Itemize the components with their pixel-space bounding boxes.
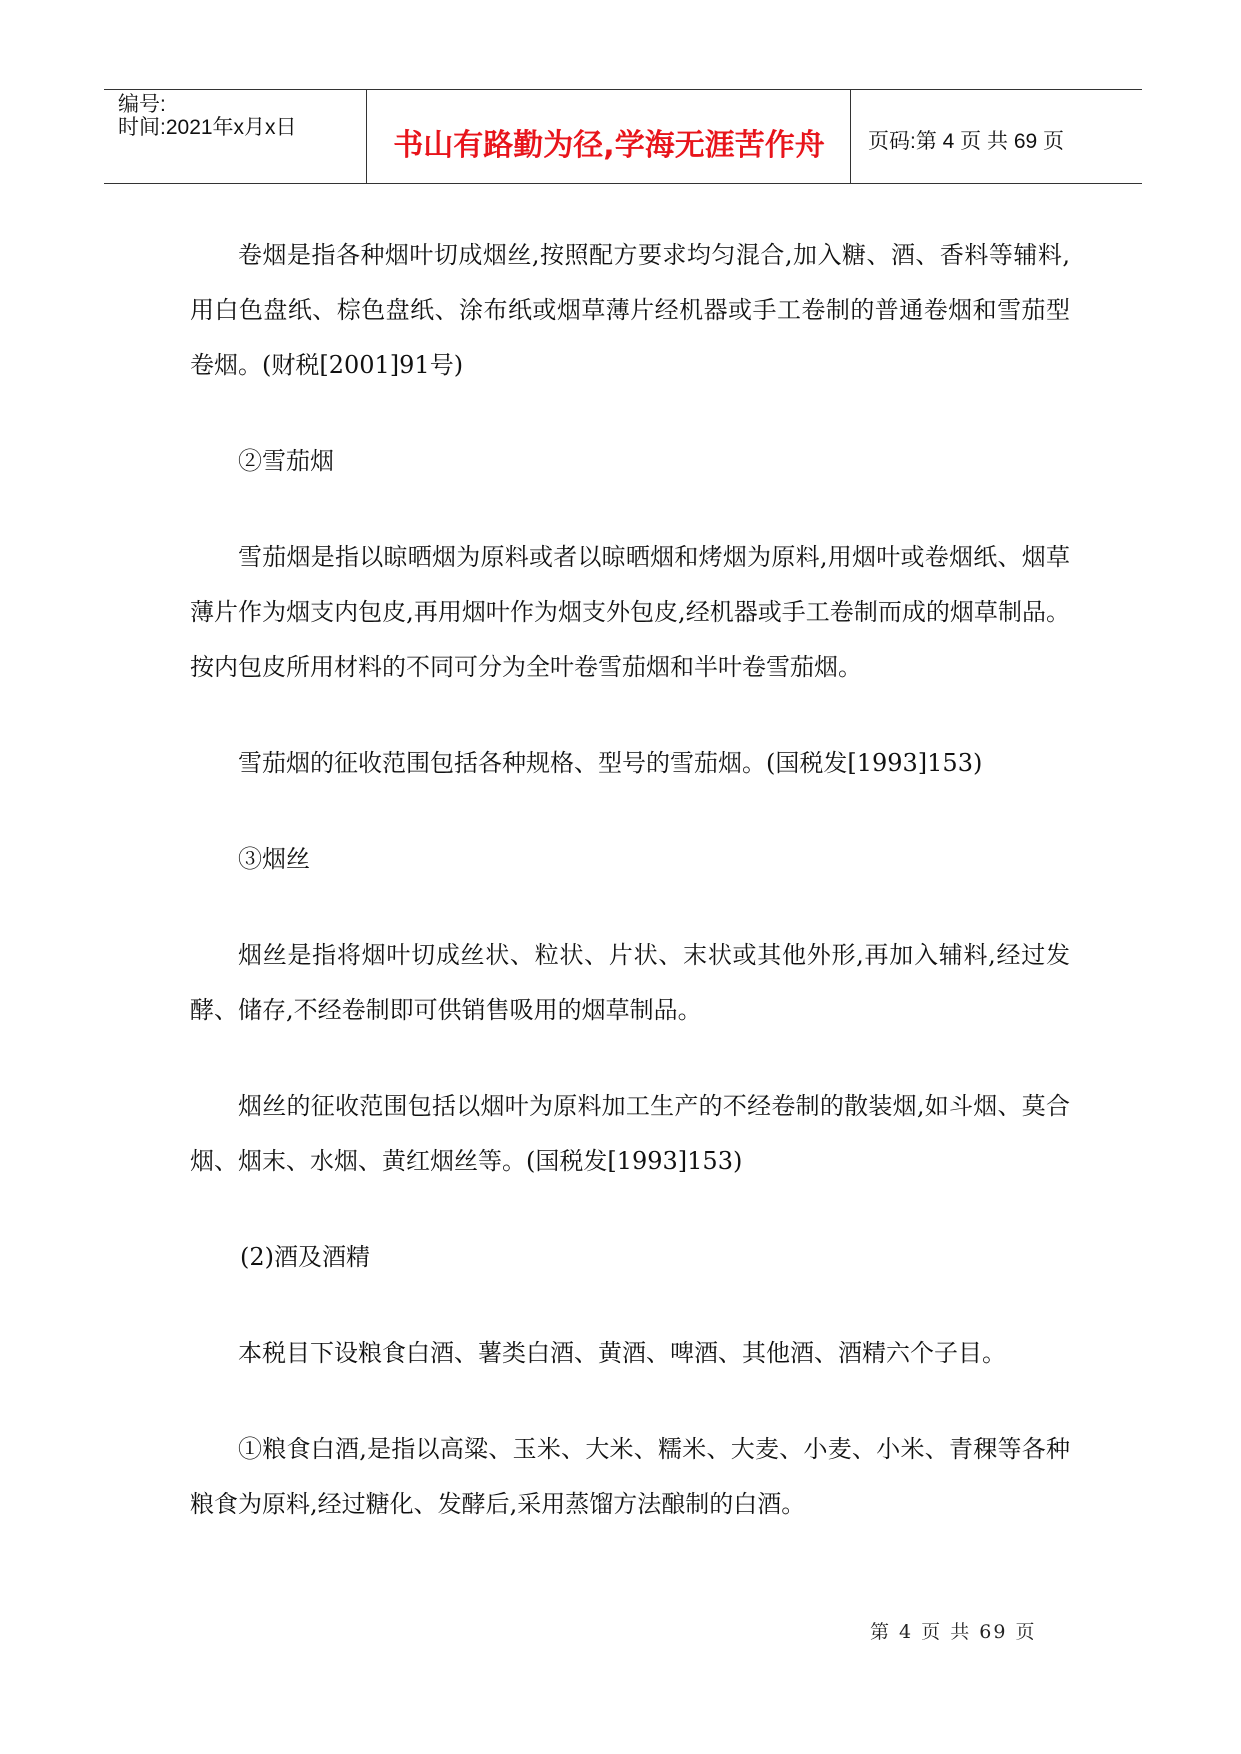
header-motto: 书山有路勤为径,学海无涯苦作舟 xyxy=(393,128,825,163)
paragraph-cut-tobacco-scope: 烟丝的征收范围包括以烟叶为原料加工生产的不经卷制的散装烟,如斗烟、莫合烟、烟末、水烟、黄红烟丝等。(国税发[1993]153) xyxy=(190,1092,1070,1175)
page-footer-number: 第 4 页 共 69 页 xyxy=(870,1621,1037,1643)
paragraph-cigar-scope: 雪茄烟的征收范围包括各种规格、型号的雪茄烟。(国税发[1993]153) xyxy=(238,749,983,777)
paragraph-grain-liquor-definition: ①粮食白酒,是指以高粱、玉米、大米、糯米、大麦、小麦、小米、青稞等各种粮食为原料,经过糖化、发酵后,采用蒸馏方法酿制的白酒。 xyxy=(190,1435,1070,1518)
header-page-cell xyxy=(852,90,1142,183)
paragraph-alcohol-subitems: 本税目下设粮食白酒、薯类白酒、黄酒、啤酒、其他酒、酒精六个子目。 xyxy=(238,1339,1006,1367)
document-number-label: 编号: xyxy=(118,93,166,116)
section-heading-alcohol: (2)酒及酒精 xyxy=(240,1243,370,1271)
document-time-label: 时间:2021年x月x日 xyxy=(118,116,297,139)
header-motto-cell xyxy=(368,90,851,183)
paragraph-cut-tobacco-definition: 烟丝是指将烟叶切成丝状、粒状、片状、末状或其他外形,再加入辅料,经过发酵、储存,不经卷制即可供销售吸用的烟草制品。 xyxy=(190,941,1070,1024)
header-page-number: 页码:第 4 页 共 69 页 xyxy=(868,130,1065,153)
document-body xyxy=(190,228,1070,1573)
paragraph-cigar-definition: 雪茄烟是指以晾晒烟为原料或者以晾晒烟和烤烟为原料,用烟叶或卷烟纸、烟草薄片作为烟支内包皮,再用烟叶作为烟支外包皮,经机器或手工卷制而成的烟草制品。按内包皮所用材料的不同可分为全叶卷雪茄烟和半叶卷雪茄烟。 xyxy=(190,543,1070,681)
page-header xyxy=(104,89,1142,184)
section-heading-cigar: ②雪茄烟 xyxy=(238,447,334,475)
header-info-cell xyxy=(104,90,367,183)
section-heading-cut-tobacco: ③烟丝 xyxy=(238,845,310,873)
paragraph-cigarette-definition: 卷烟是指各种烟叶切成烟丝,按照配方要求均匀混合,加入糖、酒、香料等辅料,用白色盘纸、棕色盘纸、涂布纸或烟草薄片经机器或手工卷制的普通卷烟和雪茄型卷烟。(财税[2001]91号) xyxy=(190,241,1070,379)
